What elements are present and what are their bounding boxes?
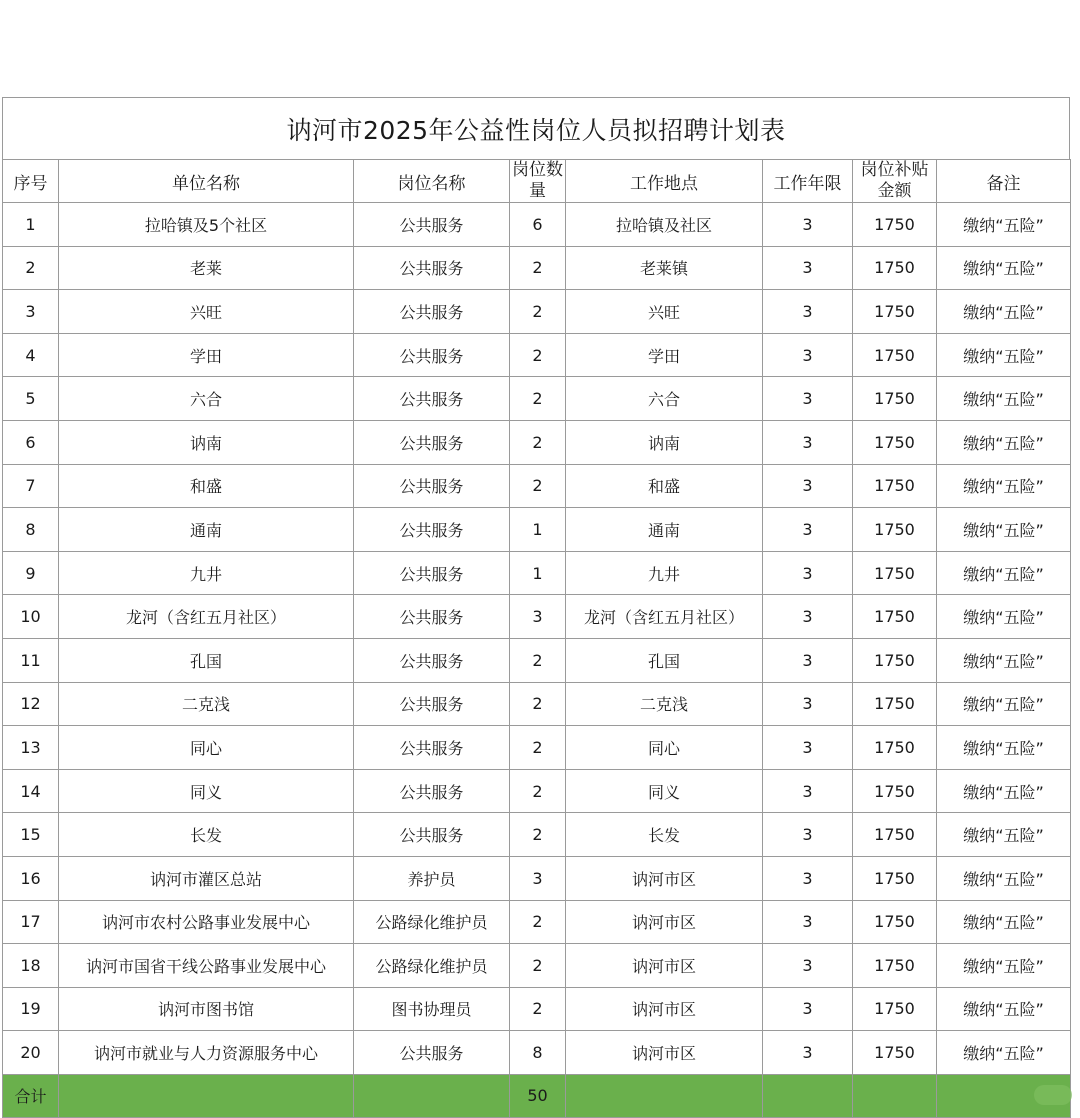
cell-unit: 六合 bbox=[59, 377, 354, 421]
cell-subsidy: 1750 bbox=[853, 595, 937, 639]
recruitment-table bbox=[2, 159, 1071, 1118]
cell-position: 公共服务 bbox=[354, 290, 510, 334]
cell-position: 公共服务 bbox=[354, 1031, 510, 1075]
cell-location: 兴旺 bbox=[566, 290, 763, 334]
cell-seq: 2 bbox=[3, 246, 59, 290]
cell-seq: 14 bbox=[3, 769, 59, 813]
cell-subsidy: 1750 bbox=[853, 682, 937, 726]
total-empty-cell bbox=[354, 1074, 510, 1117]
cell-note: 缴纳“五险” bbox=[937, 595, 1071, 639]
cell-years: 3 bbox=[763, 246, 853, 290]
cell-count: 1 bbox=[510, 551, 566, 595]
table-body bbox=[3, 203, 1071, 1075]
cell-note: 缴纳“五险” bbox=[937, 856, 1071, 900]
watermark-badge bbox=[1034, 1085, 1072, 1105]
cell-seq: 7 bbox=[3, 464, 59, 508]
table-row bbox=[3, 333, 1071, 377]
cell-seq: 16 bbox=[3, 856, 59, 900]
cell-count: 2 bbox=[510, 290, 566, 334]
cell-count: 2 bbox=[510, 638, 566, 682]
cell-count: 2 bbox=[510, 726, 566, 770]
cell-subsidy: 1750 bbox=[853, 246, 937, 290]
cell-years: 3 bbox=[763, 508, 853, 552]
cell-years: 3 bbox=[763, 900, 853, 944]
cell-count: 3 bbox=[510, 856, 566, 900]
cell-seq: 5 bbox=[3, 377, 59, 421]
cell-subsidy: 1750 bbox=[853, 464, 937, 508]
cell-unit: 讷河市农村公路事业发展中心 bbox=[59, 900, 354, 944]
cell-position: 养护员 bbox=[354, 856, 510, 900]
header-years: 工作年限 bbox=[763, 160, 853, 203]
cell-location: 老莱镇 bbox=[566, 246, 763, 290]
cell-years: 3 bbox=[763, 290, 853, 334]
cell-unit: 长发 bbox=[59, 813, 354, 857]
cell-position: 公共服务 bbox=[354, 551, 510, 595]
cell-unit: 讷南 bbox=[59, 420, 354, 464]
cell-note: 缴纳“五险” bbox=[937, 987, 1071, 1031]
cell-count: 2 bbox=[510, 377, 566, 421]
cell-location: 六合 bbox=[566, 377, 763, 421]
cell-count: 2 bbox=[510, 900, 566, 944]
cell-location: 通南 bbox=[566, 508, 763, 552]
cell-seq: 8 bbox=[3, 508, 59, 552]
cell-note: 缴纳“五险” bbox=[937, 203, 1071, 247]
cell-unit: 孔国 bbox=[59, 638, 354, 682]
total-row bbox=[3, 1074, 1071, 1117]
cell-count: 2 bbox=[510, 769, 566, 813]
header-count: 岗位数量 bbox=[510, 160, 566, 203]
table-row bbox=[3, 290, 1071, 334]
header-subsidy: 岗位补贴金额 bbox=[853, 160, 937, 203]
cell-location: 长发 bbox=[566, 813, 763, 857]
cell-position: 公共服务 bbox=[354, 638, 510, 682]
cell-location: 九井 bbox=[566, 551, 763, 595]
cell-count: 1 bbox=[510, 508, 566, 552]
cell-years: 3 bbox=[763, 1031, 853, 1075]
cell-note: 缴纳“五险” bbox=[937, 551, 1071, 595]
cell-location: 讷河市区 bbox=[566, 1031, 763, 1075]
cell-count: 2 bbox=[510, 420, 566, 464]
cell-position: 公共服务 bbox=[354, 726, 510, 770]
cell-unit: 龙河（含红五月社区） bbox=[59, 595, 354, 639]
cell-location: 学田 bbox=[566, 333, 763, 377]
cell-seq: 11 bbox=[3, 638, 59, 682]
cell-location: 和盛 bbox=[566, 464, 763, 508]
header-position: 岗位名称 bbox=[354, 160, 510, 203]
cell-position: 公共服务 bbox=[354, 508, 510, 552]
header-location: 工作地点 bbox=[566, 160, 763, 203]
cell-years: 3 bbox=[763, 377, 853, 421]
cell-count: 2 bbox=[510, 246, 566, 290]
cell-seq: 15 bbox=[3, 813, 59, 857]
header-note: 备注 bbox=[937, 160, 1071, 203]
table-title: 讷河市2025年公益性岗位人员拟招聘计划表 bbox=[2, 98, 1070, 159]
cell-seq: 6 bbox=[3, 420, 59, 464]
cell-seq: 19 bbox=[3, 987, 59, 1031]
cell-note: 缴纳“五险” bbox=[937, 900, 1071, 944]
cell-note: 缴纳“五险” bbox=[937, 638, 1071, 682]
table-row bbox=[3, 246, 1071, 290]
cell-location: 拉哈镇及社区 bbox=[566, 203, 763, 247]
table-row bbox=[3, 203, 1071, 247]
cell-seq: 13 bbox=[3, 726, 59, 770]
cell-subsidy: 1750 bbox=[853, 944, 937, 988]
cell-subsidy: 1750 bbox=[853, 726, 937, 770]
cell-unit: 九井 bbox=[59, 551, 354, 595]
cell-years: 3 bbox=[763, 420, 853, 464]
table-row bbox=[3, 508, 1071, 552]
cell-subsidy: 1750 bbox=[853, 769, 937, 813]
cell-location: 孔国 bbox=[566, 638, 763, 682]
cell-years: 3 bbox=[763, 333, 853, 377]
cell-unit: 学田 bbox=[59, 333, 354, 377]
table-row bbox=[3, 944, 1071, 988]
cell-unit: 和盛 bbox=[59, 464, 354, 508]
cell-years: 3 bbox=[763, 944, 853, 988]
header-unit: 单位名称 bbox=[59, 160, 354, 203]
total-empty-cell bbox=[59, 1074, 354, 1117]
cell-subsidy: 1750 bbox=[853, 813, 937, 857]
cell-position: 公路绿化维护员 bbox=[354, 900, 510, 944]
cell-note: 缴纳“五险” bbox=[937, 1031, 1071, 1075]
table-row bbox=[3, 1031, 1071, 1075]
table-row bbox=[3, 464, 1071, 508]
cell-position: 公路绿化维护员 bbox=[354, 944, 510, 988]
cell-position: 公共服务 bbox=[354, 464, 510, 508]
cell-seq: 3 bbox=[3, 290, 59, 334]
cell-location: 讷南 bbox=[566, 420, 763, 464]
table-row bbox=[3, 769, 1071, 813]
table-row bbox=[3, 813, 1071, 857]
cell-note: 缴纳“五险” bbox=[937, 508, 1071, 552]
cell-position: 公共服务 bbox=[354, 682, 510, 726]
cell-years: 3 bbox=[763, 987, 853, 1031]
cell-position: 公共服务 bbox=[354, 333, 510, 377]
total-count: 50 bbox=[510, 1074, 566, 1117]
cell-unit: 讷河市国省干线公路事业发展中心 bbox=[59, 944, 354, 988]
cell-seq: 4 bbox=[3, 333, 59, 377]
table-row bbox=[3, 900, 1071, 944]
cell-seq: 1 bbox=[3, 203, 59, 247]
cell-unit: 讷河市图书馆 bbox=[59, 987, 354, 1031]
cell-years: 3 bbox=[763, 726, 853, 770]
cell-seq: 10 bbox=[3, 595, 59, 639]
cell-seq: 17 bbox=[3, 900, 59, 944]
cell-unit: 二克浅 bbox=[59, 682, 354, 726]
cell-position: 公共服务 bbox=[354, 813, 510, 857]
total-empty-cell bbox=[763, 1074, 853, 1117]
cell-location: 讷河市区 bbox=[566, 900, 763, 944]
cell-years: 3 bbox=[763, 856, 853, 900]
cell-location: 讷河市区 bbox=[566, 856, 763, 900]
cell-count: 2 bbox=[510, 333, 566, 377]
cell-count: 8 bbox=[510, 1031, 566, 1075]
cell-seq: 20 bbox=[3, 1031, 59, 1075]
cell-note: 缴纳“五险” bbox=[937, 333, 1071, 377]
table-row bbox=[3, 726, 1071, 770]
cell-years: 3 bbox=[763, 203, 853, 247]
cell-count: 2 bbox=[510, 464, 566, 508]
cell-unit: 讷河市就业与人力资源服务中心 bbox=[59, 1031, 354, 1075]
cell-subsidy: 1750 bbox=[853, 856, 937, 900]
table-row bbox=[3, 856, 1071, 900]
cell-unit: 同心 bbox=[59, 726, 354, 770]
cell-subsidy: 1750 bbox=[853, 1031, 937, 1075]
cell-note: 缴纳“五险” bbox=[937, 813, 1071, 857]
cell-count: 2 bbox=[510, 682, 566, 726]
header-seq: 序号 bbox=[3, 160, 59, 203]
table-row bbox=[3, 682, 1071, 726]
cell-note: 缴纳“五险” bbox=[937, 769, 1071, 813]
cell-note: 缴纳“五险” bbox=[937, 726, 1071, 770]
table-row bbox=[3, 638, 1071, 682]
cell-unit: 老莱 bbox=[59, 246, 354, 290]
cell-subsidy: 1750 bbox=[853, 333, 937, 377]
cell-position: 公共服务 bbox=[354, 246, 510, 290]
cell-subsidy: 1750 bbox=[853, 508, 937, 552]
cell-position: 公共服务 bbox=[354, 377, 510, 421]
cell-unit: 兴旺 bbox=[59, 290, 354, 334]
cell-note: 缴纳“五险” bbox=[937, 246, 1071, 290]
cell-note: 缴纳“五险” bbox=[937, 464, 1071, 508]
cell-years: 3 bbox=[763, 769, 853, 813]
table-row bbox=[3, 595, 1071, 639]
cell-note: 缴纳“五险” bbox=[937, 420, 1071, 464]
total-empty-cell bbox=[853, 1074, 937, 1117]
cell-position: 公共服务 bbox=[354, 769, 510, 813]
cell-subsidy: 1750 bbox=[853, 290, 937, 334]
cell-years: 3 bbox=[763, 551, 853, 595]
cell-count: 2 bbox=[510, 813, 566, 857]
table-row bbox=[3, 551, 1071, 595]
cell-location: 讷河市区 bbox=[566, 944, 763, 988]
cell-years: 3 bbox=[763, 595, 853, 639]
cell-location: 同义 bbox=[566, 769, 763, 813]
cell-count: 2 bbox=[510, 944, 566, 988]
cell-location: 同心 bbox=[566, 726, 763, 770]
cell-count: 6 bbox=[510, 203, 566, 247]
cell-years: 3 bbox=[763, 464, 853, 508]
cell-unit: 拉哈镇及5个社区 bbox=[59, 203, 354, 247]
cell-subsidy: 1750 bbox=[853, 203, 937, 247]
cell-position: 公共服务 bbox=[354, 595, 510, 639]
cell-count: 3 bbox=[510, 595, 566, 639]
cell-seq: 18 bbox=[3, 944, 59, 988]
cell-years: 3 bbox=[763, 813, 853, 857]
cell-seq: 9 bbox=[3, 551, 59, 595]
cell-location: 二克浅 bbox=[566, 682, 763, 726]
cell-note: 缴纳“五险” bbox=[937, 377, 1071, 421]
cell-location: 龙河（含红五月社区） bbox=[566, 595, 763, 639]
cell-note: 缴纳“五险” bbox=[937, 682, 1071, 726]
cell-subsidy: 1750 bbox=[853, 900, 937, 944]
cell-years: 3 bbox=[763, 638, 853, 682]
total-label: 合计 bbox=[3, 1074, 59, 1117]
cell-position: 图书协理员 bbox=[354, 987, 510, 1031]
table-row bbox=[3, 420, 1071, 464]
cell-unit: 通南 bbox=[59, 508, 354, 552]
cell-subsidy: 1750 bbox=[853, 377, 937, 421]
header-row bbox=[3, 160, 1071, 203]
cell-unit: 同义 bbox=[59, 769, 354, 813]
cell-note: 缴纳“五险” bbox=[937, 290, 1071, 334]
cell-position: 公共服务 bbox=[354, 420, 510, 464]
cell-subsidy: 1750 bbox=[853, 420, 937, 464]
table-row bbox=[3, 377, 1071, 421]
cell-subsidy: 1750 bbox=[853, 987, 937, 1031]
cell-unit: 讷河市灌区总站 bbox=[59, 856, 354, 900]
total-empty-cell bbox=[566, 1074, 763, 1117]
cell-note: 缴纳“五险” bbox=[937, 944, 1071, 988]
cell-years: 3 bbox=[763, 682, 853, 726]
cell-location: 讷河市区 bbox=[566, 987, 763, 1031]
cell-position: 公共服务 bbox=[354, 203, 510, 247]
cell-subsidy: 1750 bbox=[853, 638, 937, 682]
cell-subsidy: 1750 bbox=[853, 551, 937, 595]
spreadsheet bbox=[2, 97, 1070, 1118]
cell-count: 2 bbox=[510, 987, 566, 1031]
table-row bbox=[3, 987, 1071, 1031]
cell-seq: 12 bbox=[3, 682, 59, 726]
